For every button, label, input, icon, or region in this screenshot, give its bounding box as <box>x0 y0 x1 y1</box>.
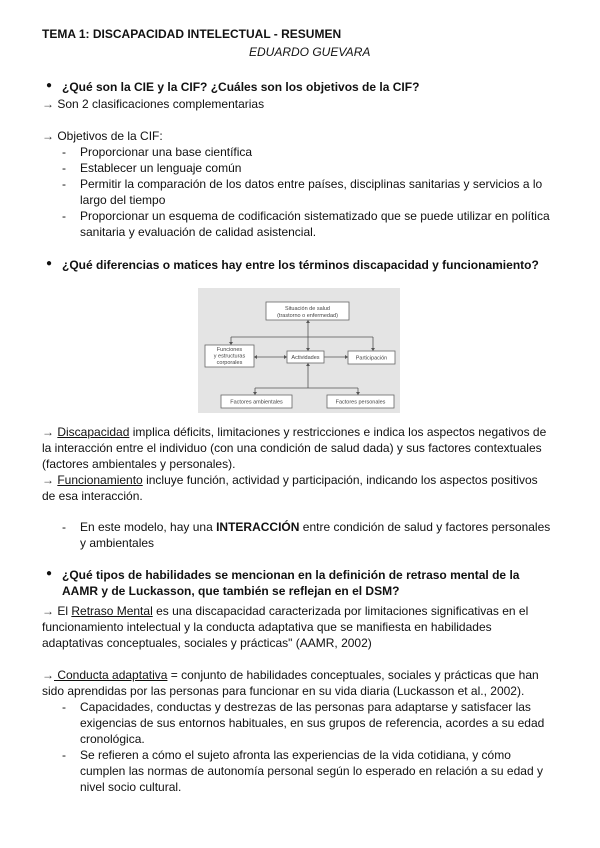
dash-icon: - <box>62 209 66 223</box>
arrow-icon: → <box>42 668 54 682</box>
text: = conjunto de habilidades conceptuales, sociales y prácticas que han <box>167 668 539 682</box>
dash-icon: - <box>62 748 66 762</box>
text: incluye función, actividad y participación, indicando los aspectos positivos <box>146 473 538 487</box>
text: entre condición de salud y factores personales <box>299 520 551 534</box>
list-item: Capacidades, conductas y destrezas de las personas para adaptarse y satisfacer las <box>80 700 531 714</box>
q1-answer <box>42 96 264 112</box>
activities-label: Actividades <box>291 355 320 361</box>
list-item-cont: cumplen las normas de autonomía personal según lo esperado en relación a su edad y <box>80 764 543 778</box>
objectives-label-text: Objetivos de la CIF: <box>57 129 163 143</box>
dash-icon: - <box>62 145 66 159</box>
model-note <box>80 519 550 535</box>
bullet-icon: ● <box>46 568 53 579</box>
list-item: Establecer un lenguaje común <box>80 161 242 175</box>
text-line: la interacción entre el individuo (con una condición de salud dada) y sus factores contextuales <box>42 441 542 455</box>
term: Conducta adaptativa <box>54 668 168 682</box>
conducta-adaptativa-definition <box>42 667 539 683</box>
list-item-cont: largo del tiempo <box>80 193 166 207</box>
text-line: sido aprendidas por las personas para funcionar en su vida diaria (Luckasson et al., 2002). <box>42 684 525 698</box>
objectives-label <box>42 128 163 144</box>
text: es una discapacidad caracterizada por limitaciones significativas en el <box>152 604 529 618</box>
list-item-cont: exigencias de sus entornos habituales, en sus grupos de referencia, acordes a su edad <box>80 716 545 730</box>
text: implica déficits, limitaciones y restricciones e indica los aspectos negativos de <box>132 425 547 439</box>
funcionamiento-definition <box>42 472 538 488</box>
list-item: Proporcionar un esquema de codificación sistematizado que se puede utilizar en política <box>80 209 550 223</box>
text-line: adaptativas conceptuales, sociales y prácticas" (AAMR, 2002) <box>42 636 372 650</box>
participation-label: Participación <box>355 355 388 362</box>
emphasis: INTERACCIÓN <box>216 520 300 534</box>
question-2: ¿Qué diferencias o matices hay entre los términos discapacidad y funcionamiento? <box>62 258 539 272</box>
dash-icon: - <box>62 520 66 534</box>
functions-label-3: corporales <box>216 360 243 366</box>
text: El <box>57 604 72 618</box>
answer-text: Son 2 clasificaciones complementarias <box>57 97 265 111</box>
question-1: ¿Qué son la CIE y la CIF? ¿Cuáles son los objetivos de la CIF? <box>62 80 420 94</box>
list-item: Permitir la comparación de los datos entre países, disciplinas sanitarias y servicios a lo <box>80 177 543 191</box>
text: En este modelo, hay una <box>80 520 217 534</box>
bullet-icon: ● <box>46 80 53 91</box>
list-item-cont: nivel socio cultural. <box>80 780 182 794</box>
text-line: de esa interacción. <box>42 489 143 503</box>
discapacidad-definition <box>42 424 546 440</box>
arrow-icon: → <box>42 473 54 487</box>
bullet-icon: ● <box>46 258 53 269</box>
list-item: Proporcionar una base científica <box>80 145 253 159</box>
dash-icon: - <box>62 161 66 175</box>
health-label: Situación de salud <box>285 306 330 312</box>
arrow-icon: → <box>42 604 54 618</box>
dash-icon: - <box>62 177 66 191</box>
arrow-icon: → <box>42 425 54 439</box>
list-item: Se refieren a cómo el sujeto afronta las experiencias de la vida cotidiana, y cómo <box>80 748 511 762</box>
arrow-icon: → <box>42 129 54 143</box>
health-sublabel: (trastorno o enfermedad) <box>277 313 338 319</box>
dash-icon: - <box>62 700 66 714</box>
arrow-icon: → <box>42 97 54 111</box>
term: Discapacidad <box>57 425 130 439</box>
text-line: (factores ambientales y personales). <box>42 457 236 471</box>
question-3: ¿Qué tipos de habilidades se mencionan en la definición de retraso mental de la <box>62 568 520 582</box>
text-line: funcionamiento intelectual y la conducta adaptativa que se manifiesta en habilidades <box>42 620 492 634</box>
functions-label-2: y estructuras <box>213 353 246 360</box>
retraso-mental-definition <box>42 603 528 619</box>
environmental-label: Factores ambientales <box>230 399 283 406</box>
term: Retraso Mental <box>71 604 153 618</box>
term: Funcionamiento <box>57 473 143 487</box>
personal-label: Factores personales <box>335 399 386 406</box>
question-3-cont: AAMR y de Luckasson, que también se reflejan en el DSM? <box>62 584 400 598</box>
list-item-cont: sanitaria y evaluación de calidad asistencial. <box>80 225 317 239</box>
functions-label: Funciones <box>216 347 243 353</box>
author: EDUARDO GUEVARA <box>249 45 371 59</box>
text-line: y ambientales <box>80 536 155 550</box>
list-item-cont: cronológica. <box>80 732 145 746</box>
cif-model-diagram <box>198 288 400 413</box>
document-title: TEMA 1: DISCAPACIDAD INTELECTUAL - RESUMEN <box>42 27 342 41</box>
